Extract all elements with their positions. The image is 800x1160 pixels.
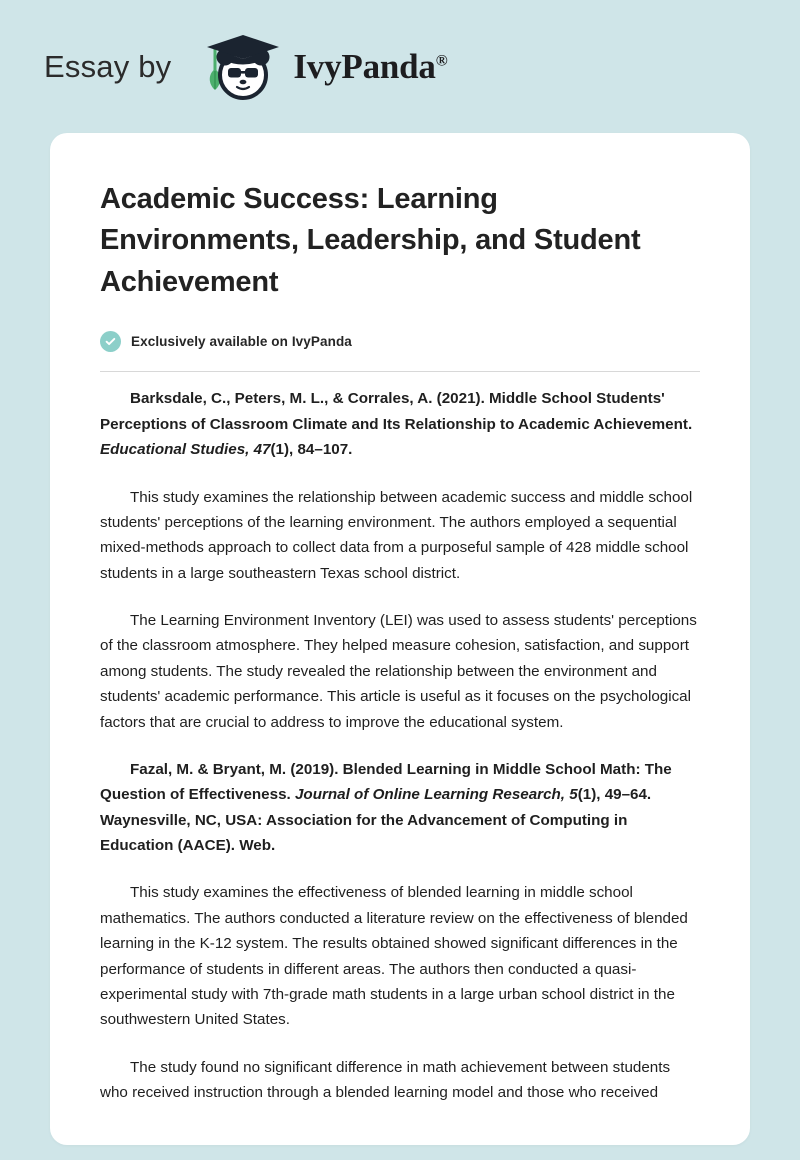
text-run: The Learning Environment Inventory (LEI) was used to assess students' perceptions of the classroom atmosphere. They helped measure cohesion, satisfaction, and support among students. The study revealed the relationship between the environment and students' academic performance. This article is useful as it focuses on the psychological factors that are crucial to address to improve the educational system. (100, 612, 697, 731)
text-run: This study examines the effectiveness of blended learning in middle school mathematics. The authors conducted a literature review on the effectiveness of blended learning in the K-12 system. The results obtained showed significant differences in the performance of students in different areas. The authors then conducted a quasi-experimental study with 7th-grade math students in a large urban school district in the southwestern United States. (100, 884, 688, 1029)
brand-wordmark (293, 49, 447, 84)
text-run: This study examines the relationship between academic success and middle school students' perceptions of the learning environment. The authors employed a sequential mixed-methods approach to collect data from a purposeful sample of 428 middle school students in a large southeastern Texas school district. (100, 488, 693, 582)
body-paragraph (100, 485, 700, 587)
body-paragraph (100, 1055, 700, 1106)
essay-card (50, 133, 750, 1145)
italic-text: Journal of Online Learning Research, 5 (294, 786, 578, 804)
text-run: Fazal, M. & Bryant, M. (2019). Blended Learning in Middle School Math: The Question of Effectiveness. (100, 760, 672, 804)
body-paragraph (100, 880, 700, 1032)
text-run: The study found no significant difference in math achievement between students who received instruction through a blended learning model and those who received (100, 1058, 671, 1102)
exclusive-badge-label: Exclusively available on IvyPanda (131, 334, 352, 350)
italic-text: Educational Studies, 47 (100, 441, 271, 459)
citation-paragraph (100, 386, 700, 462)
page-title: Academic Success: Learning Environments, Leadership, and Student Achievement (100, 183, 641, 298)
text-run: (1), 49–64. Waynesville, NC, USA: Association for the Advancement of Computing in Education (AACE). Web. (100, 786, 652, 855)
brand-name: IvyPanda (293, 47, 436, 86)
exclusive-availability-badge (100, 331, 700, 352)
registered-trademark-symbol: ® (435, 52, 448, 70)
check-circle-icon (100, 331, 121, 352)
text-run: Barksdale, C., Peters, M. L., & Corrales, A. (2021). Middle School Students' Perceptions of Classroom Climate and Its Relationship to Academic Achievement. (100, 390, 693, 433)
brand-lockup[interactable] (44, 33, 447, 101)
essay-body (100, 378, 700, 1105)
text-run: (1), 84–107. (270, 441, 353, 459)
body-paragraph (100, 608, 700, 735)
citation-paragraph (100, 757, 700, 859)
site-header (0, 0, 800, 133)
header-divider (100, 371, 700, 372)
panda-graduate-logo-icon (185, 33, 285, 101)
essay-by-label: Essay by (44, 49, 172, 84)
